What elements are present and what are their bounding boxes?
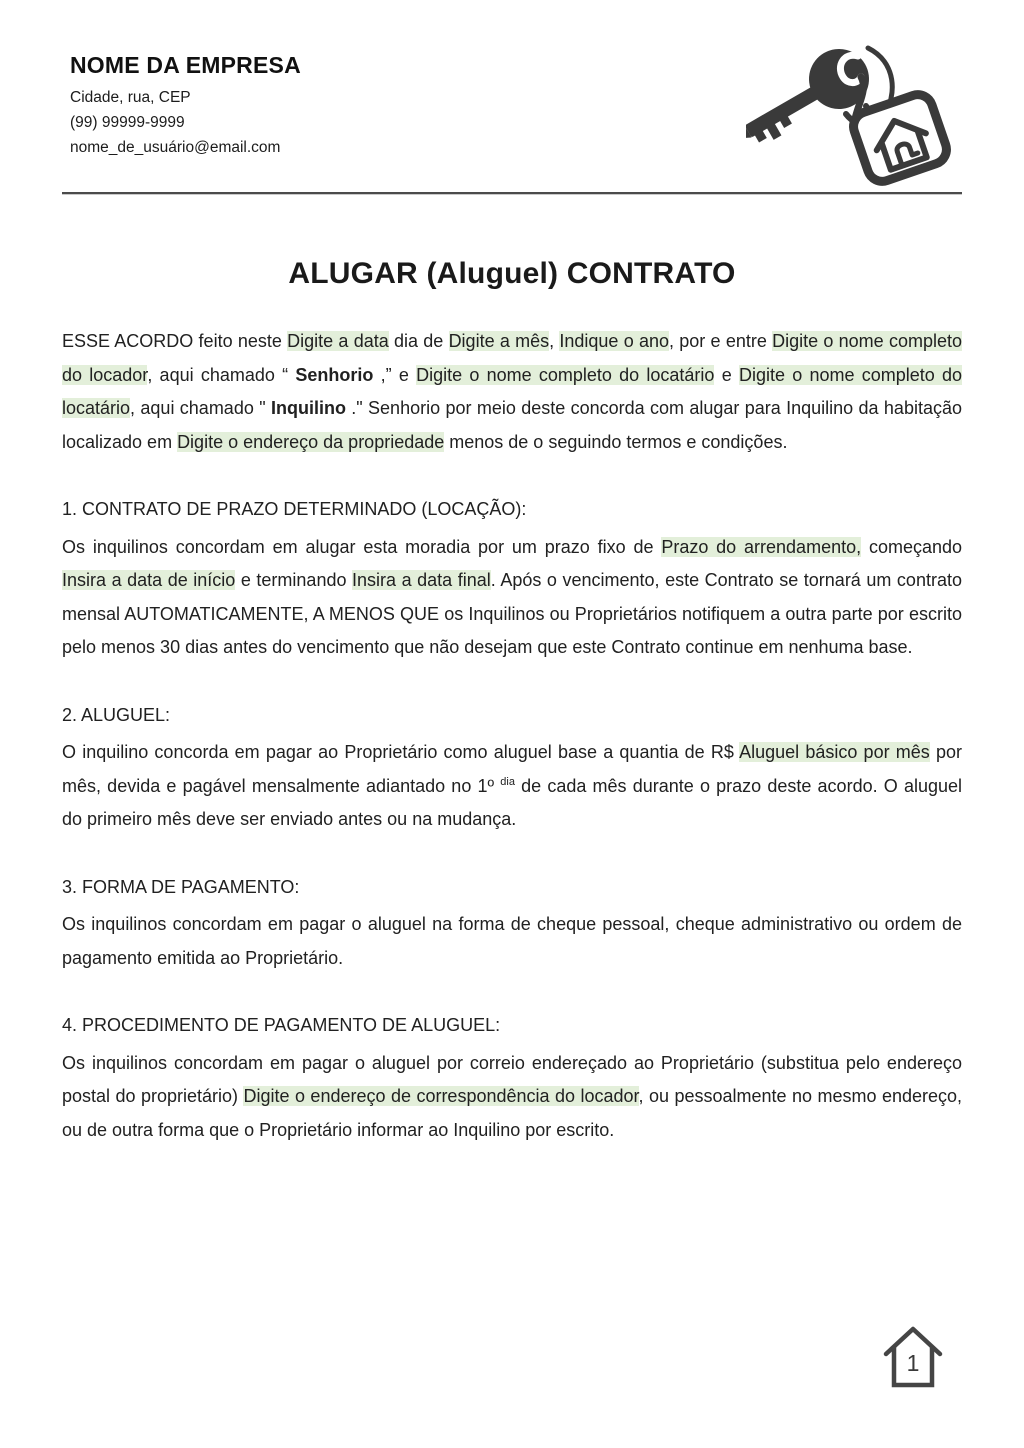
company-email: nome_de_usuário@email.com [70,139,281,156]
text-run: O inquilino concorda em pagar ao Proprietário como aluguel base a quantia de R$ [62,742,740,762]
page-number: 1 [906,1350,920,1376]
text-run: Os inquilinos concordam em pagar o aluguel na forma de cheque pessoal, cheque administrativo ou ordem de pagamento emitida ao Proprietário. [62,914,962,968]
text-run: por mês, devida e pagável mensalmente adiantado no 1º [62,742,962,796]
section-2-paragraph [62,736,962,837]
placeholder-field[interactable]: Insira a data final [352,570,491,590]
document-title: ALUGAR (Aluguel) CONTRATO [288,257,736,290]
text-run: menos de o seguindo termos e condições. [444,431,788,452]
letterhead [62,52,962,192]
company-address: Cidade, rua, CEP [70,89,191,106]
section-2-heading: 2. ALUGUEL: [62,704,171,725]
placeholder-field[interactable]: Digite o endereço de correspondência do locador [243,1086,639,1106]
placeholder-field[interactable]: Digite o nome completo do locatário [416,364,715,385]
header-divider [62,192,962,195]
company-phone: (99) 99999-9999 [70,114,185,131]
text-run: dia de [388,331,449,351]
intro-paragraph [62,325,962,459]
section-3-paragraph [62,908,962,975]
section-1-heading: 1. CONTRATO DE PRAZO DETERMINADO (LOCAÇÃO): [62,499,527,519]
placeholder-field[interactable]: Aluguel básico por mês [739,742,930,762]
text-run: . Após o vencimento, este Contrato se tornará um contrato mensal AUTOMATICAMENTE, A MENOS QUE os Inquilinos ou Proprietários notifiquem a outra parte por escrito pelo menos 30 dias antes do vencimento que não desejam que este Contrato continue em nenhuma base. [62,570,962,657]
text-run: Inquilino [270,398,346,418]
text-run: começando [861,536,963,557]
text-run: ,” e [373,364,417,385]
text-run: Senhorio [295,364,374,385]
text-run: ESSE ACORDO feito neste [62,331,288,351]
page-number-house-icon [882,1318,944,1396]
placeholder-field[interactable]: Indique o ano [559,331,670,351]
placeholder-field[interactable]: Insira a data de início [62,570,236,590]
text-run: ." Senhorio por meio deste concorda com alugar para Inquilino da habitação localizado em [62,398,962,452]
text-run: , aqui chamado " [130,398,271,418]
placeholder-field[interactable]: Digite o nome completo do locatário [62,364,963,418]
placeholder-field[interactable]: Digite o nome completo do locador [62,331,962,385]
placeholder-field[interactable]: Digite o endereço da propriedade [177,431,445,452]
placeholder-field[interactable]: Prazo do arrendamento, [661,536,862,557]
text-run: e terminando [235,570,353,590]
text-run: de cada mês durante o prazo deste acordo. O aluguel do primeiro mês deve ser enviado antes ou na mudança. [62,775,962,829]
text-run: , aqui chamado “ [147,364,296,385]
placeholder-field[interactable]: Digite a mês [448,331,550,351]
placeholder-field[interactable]: Digite a data [287,331,389,351]
key-house-keychain-icon [746,34,966,192]
section-1-paragraph [62,531,962,665]
section-4-heading: 4. PROCEDIMENTO DE PAGAMENTO DE ALUGUEL: [62,1015,501,1035]
text-run: , por e entre [669,331,773,351]
text-run: Os inquilinos concordam em alugar esta moradia por um prazo fixo de [62,536,662,557]
section-3-heading: 3. FORMA DE PAGAMENTO: [62,876,300,897]
text-run: , ou pessoalmente no mesmo endereço, ou de outra forma que o Proprietário informar ao Inquilino por escrito. [62,1086,963,1140]
text-run: dia [500,775,515,788]
company-name: NOME DA EMPRESA [70,52,301,78]
text-run: , [549,331,560,351]
text-run: Os inquilinos concordam em pagar o aluguel por correio endereçado ao Proprietário (substitua pelo endereço postal do proprietário) [62,1052,962,1106]
section-4-paragraph [62,1047,962,1148]
text-run: e [714,364,739,385]
